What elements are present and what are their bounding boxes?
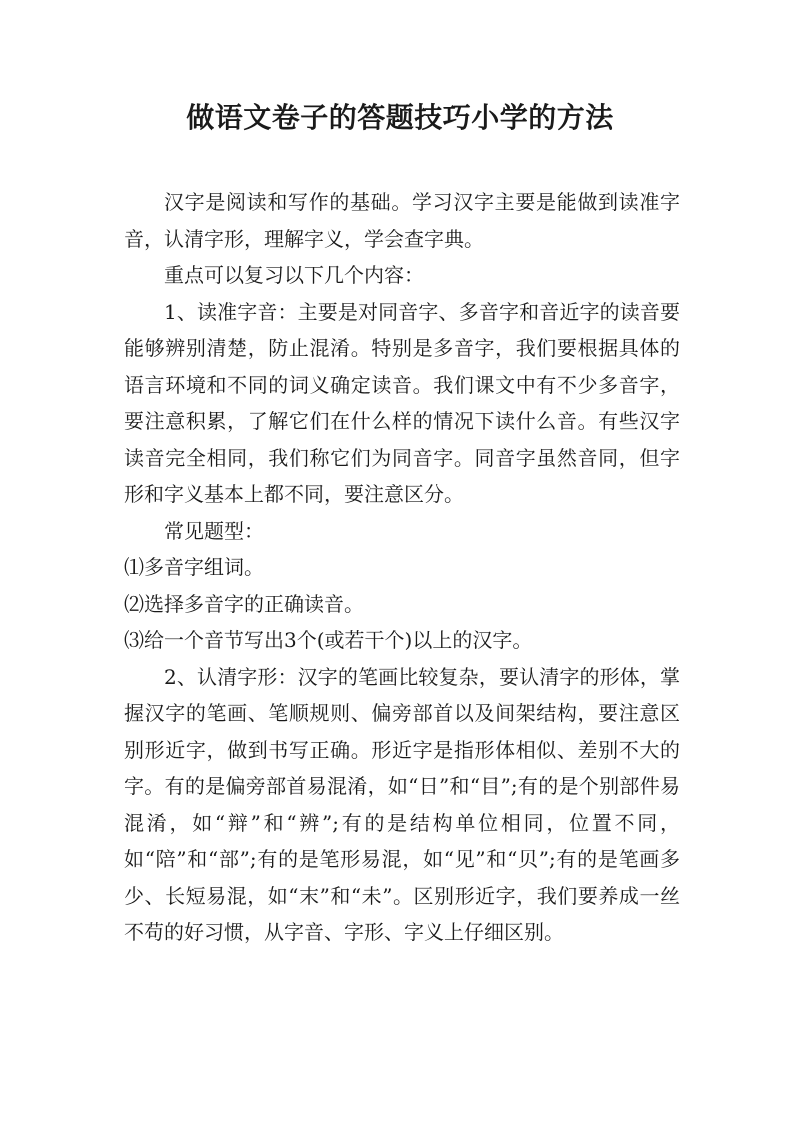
list-item-question-type-2: ⑵选择多音字的正确读音。: [124, 591, 364, 616]
page-title: 做语文卷子的答题技巧小学的方法: [186, 101, 614, 134]
list-item-question-type-1: ⑴多音字组词。: [124, 555, 264, 579]
paragraph-pronunciation: 1、读准字音：主要是对同音字、多音字和音近字的读音要能够辨别清楚，防止混淆。特别是多音字，我们要根据具体的语言环境和不同的词义确定读音。我们课文中有不少多音字，要注意积累，了解它们在什么样的情况下读什么音。有些汉字读音完全相同，我们称它们为同音字。同音字虽然音同，但字形和字义基本上都不同，要注意区分。: [124, 299, 680, 506]
paragraph-question-types-heading: 常见题型：: [164, 518, 264, 543]
paragraph-character-forms: 2、认清字形：汉字的笔画比较复杂，要认清字的形体，掌握汉字的笔画、笔顺规则、偏旁部首以及间架结构，要注意区别形近字，做到书写正确。形近字是指形体相似、差别不大的字。有的是偏旁部首易混淆，如“日”和“目”;有的是个别部件易混淆，如“辩”和“辨”;有的是结构单位相同，位置不同，如“陪”和“部”;有的是笔形易混，如“见”和“贝”;有的是笔画多少、长短易混，如“末”和“未”。区别形近字，我们要养成一丝不苟的好习惯，从字音、字形、字义上仔细区别。: [124, 664, 680, 944]
document-body: [124, 184, 680, 951]
paragraph-review-points: 重点可以复习以下几个内容：: [164, 263, 424, 287]
paragraph-intro: 汉字是阅读和写作的基础。学习汉字主要是能做到读准字音，认清字形，理解字义，学会查字典。: [124, 190, 680, 251]
list-item-question-type-3: ⑶给一个音节写出3个(或若干个)以上的汉字。: [124, 628, 533, 652]
